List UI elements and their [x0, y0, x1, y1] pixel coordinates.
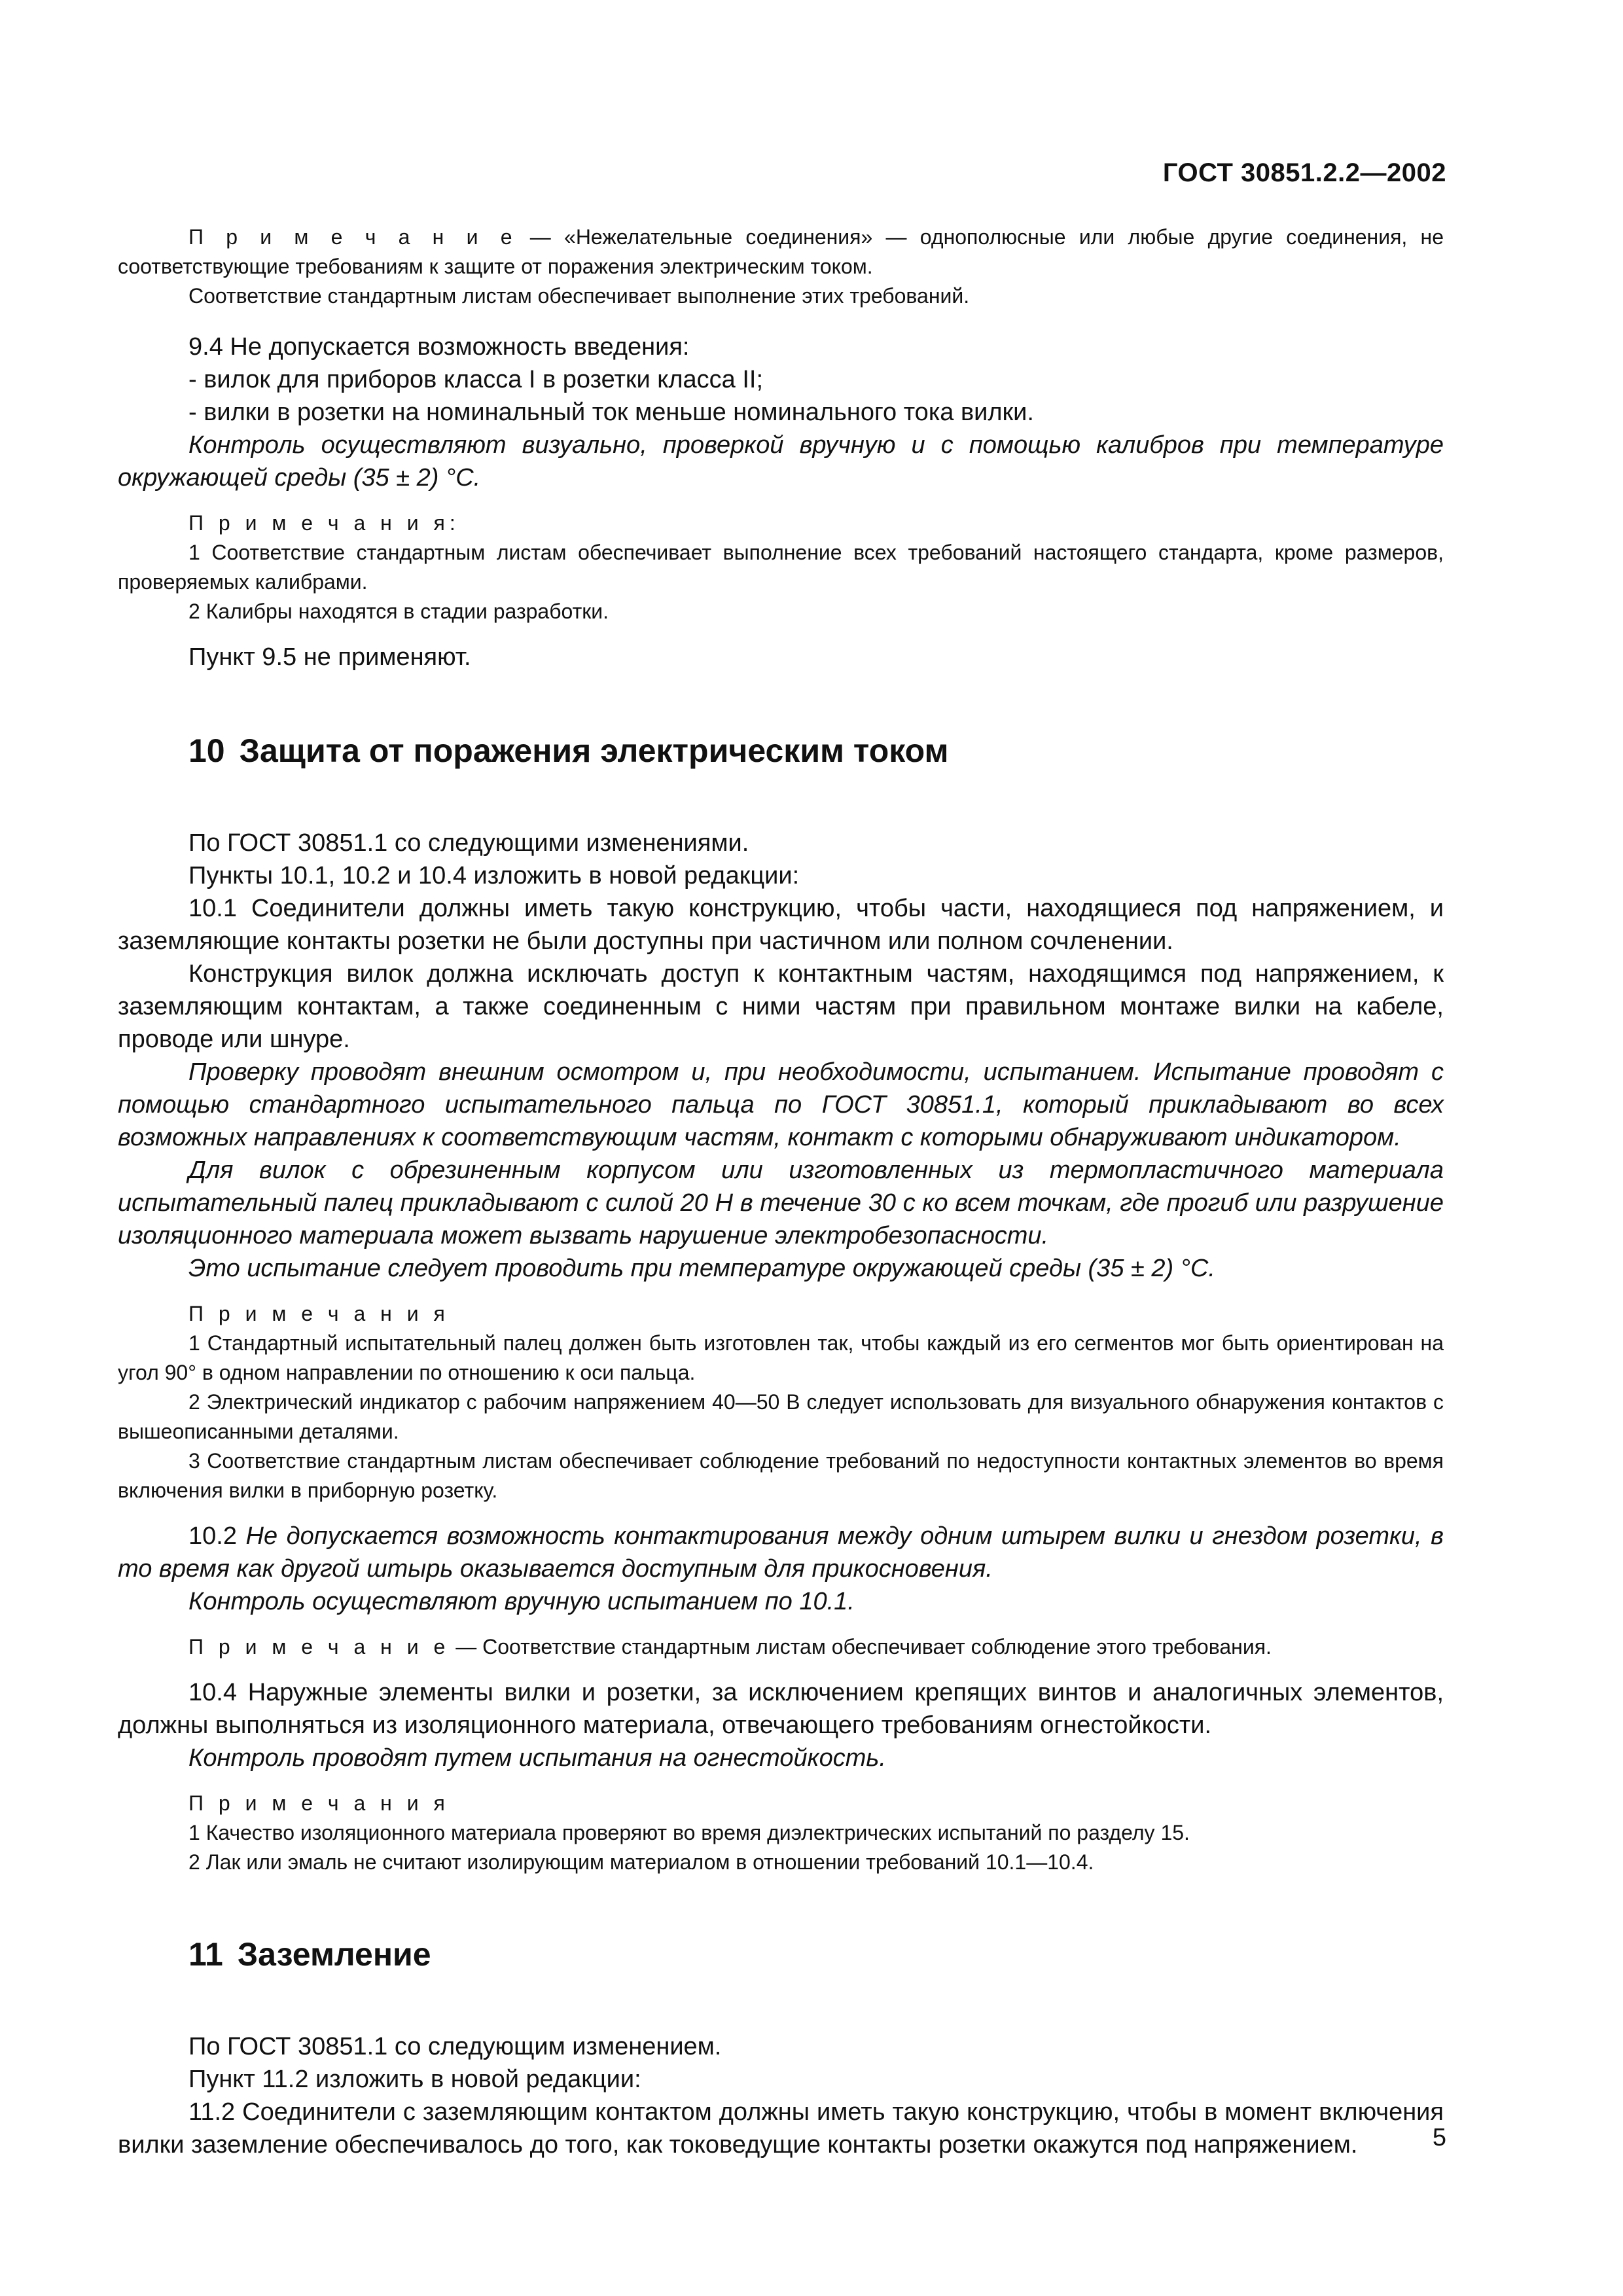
clause-10-1-note-1: 1 Стандартный испытательный палец должен быть изготовлен так, чтобы каждый из его сегментов мог быть ориентирован на угол 90° в одном направлении по отношению к оси пальца. — [118, 1331, 1444, 1384]
clause-11-2: 11.2 Соединители с заземляющим контактом должны иметь такую конструкцию, чтобы в момент включения вилки заземление обеспечивалось до того, как токоведущие контакты розетки окажутся под напряжением. — [118, 2098, 1444, 2159]
clause-number: 10.2 — [188, 1522, 237, 1550]
section-11-heading — [188, 1935, 1444, 1974]
clause-9-4-item-2: - вилки в розетки на номинальный ток меньше номинального тока вилки. — [188, 399, 1034, 426]
notes-label: П р и м е ч а н и я — [188, 1302, 450, 1325]
clause-9-4-title: 9.4 Не допускается возможность введения: — [188, 333, 690, 361]
clause-10-1-note-2: 2 Электрический индикатор с рабочим напряжением 40—50 В следует использовать для визуального обнаружения контактов с вышеописанными деталями. — [118, 1390, 1444, 1443]
section-title: Заземление — [237, 1936, 431, 1973]
page-number: 5 — [1432, 2124, 1446, 2151]
section-11-intro-2: Пункт 11.2 изложить в новой редакции: — [188, 2066, 641, 2093]
notes-label: П р и м е ч а н и я: — [188, 511, 460, 535]
clause-10-4-control: Контроль проводят путем испытания на огнестойкость. — [188, 1744, 886, 1772]
clause-9-4-note-2: 2 Калибры находятся в стадии разработки. — [188, 600, 609, 623]
clause-10-2-control: Контроль осуществляют вручную испытанием по 10.1. — [188, 1588, 855, 1615]
clause-10-1-d: Для вилок с обрезиненным корпусом или изготовленных из термопластичного материала испытательный палец прикладывают с силой 20 Н в течение 30 с ко всем точкам, где прогиб или разрушение изоляционного материала может вызвать нарушение электробезопасности. — [118, 1157, 1444, 1249]
clause-10-4: 10.4 Наружные элементы вилки и розетки, за исключением крепящих винтов и аналогичных элементов, должны выполняться из изоляционного материала, отвечающего требованиям огнестойкости. — [118, 1679, 1444, 1739]
section-title: Защита от поражения электрическим током — [239, 732, 949, 769]
section-10-heading — [188, 731, 1444, 770]
notes-label: П р и м е ч а н и я — [188, 1791, 450, 1815]
note-label: П р и м е ч а н и е — [188, 225, 517, 249]
section-number: 10 — [188, 732, 225, 769]
clause-9-5: Пункт 9.5 не применяют. — [188, 643, 471, 671]
clause-9-4-control: Контроль осуществляют визуально, проверкой вручную и с помощью калибров при температуре окружающей среды (35 ± 2) °С. — [118, 431, 1444, 492]
clause-10-2-note — [118, 1632, 1444, 1662]
section-10-intro-2: Пункты 10.1, 10.2 и 10.4 изложить в новой редакции: — [188, 862, 800, 889]
clause-10-1: 10.1 Соединители должны иметь такую конструкцию, чтобы части, находящиеся под напряжением, и заземляющие контакты розетки не были доступны при частичном или полном сочленении. — [118, 895, 1444, 955]
clause-9-4-item-1: - вилок для приборов класса I в розетки класса II; — [188, 366, 764, 393]
clause-10-2 — [118, 1520, 1444, 1585]
note-text: — Соответствие стандартным листам обеспечивает соблюдение этого требования. — [450, 1635, 1272, 1659]
section-11-intro-1: По ГОСТ 30851.1 со следующим изменением. — [188, 2033, 722, 2060]
note-undesired-connections — [118, 223, 1444, 281]
page-content — [118, 223, 1444, 2161]
clause-10-4-note-2: 2 Лак или эмаль не считают изолирующим материалом в отношении требований 10.1—10.4. — [188, 1850, 1094, 1874]
document-id-header: ГОСТ 30851.2.2—2002 — [1162, 158, 1446, 187]
note-compliance: Соответствие стандартным листам обеспечивает выполнение этих требований. — [188, 284, 970, 308]
note-text: — «Нежелательные соединения» — однополюсные или любые другие соединения, не соответствующие требованиям к защите от поражения электрическим током. — [118, 225, 1444, 278]
section-number: 11 — [188, 1936, 223, 1973]
clause-10-1-b: Конструкция вилок должна исключать доступ к контактным частям, находящимся под напряжением, к заземляющим контактам, а также соединенным с ними частям при правильном монтаже вилки на кабеле, проводе или шнуре. — [118, 960, 1444, 1053]
clause-10-1-e: Это испытание следует проводить при температуре окружающей среды (35 ± 2) °С. — [188, 1255, 1215, 1282]
clause-10-1-note-3: 3 Соответствие стандартным листам обеспечивает соблюдение требований по недоступности контактных элементов во время включения вилки в приборную розетку. — [118, 1449, 1444, 1502]
section-10-intro-1: По ГОСТ 30851.1 со следующими изменениями. — [188, 829, 749, 857]
note-label: П р и м е ч а н и е — [188, 1635, 450, 1659]
clause-10-4-note-1: 1 Качество изоляционного материала проверяют во время диэлектрических испытаний по разделу 15. — [188, 1821, 1190, 1844]
clause-9-4-note-1: 1 Соответствие стандартным листам обеспечивает выполнение всех требований настоящего стандарта, кроме размеров, проверяемых калибрами. — [118, 541, 1444, 594]
clause-text: Не допускается возможность контактирования между одним штырем вилки и гнездом розетки, в то время как другой штырь оказывается доступным для прикосновения. — [118, 1522, 1444, 1583]
clause-10-1-c: Проверку проводят внешним осмотром и, при необходимости, испытанием. Испытание проводят с помощью стандартного испытательного пальца по ГОСТ 30851.1, который прикладывают во всех возможных направлениях к соответствующим частям, контакт с которыми обнаруживают индикатором. — [118, 1058, 1444, 1151]
